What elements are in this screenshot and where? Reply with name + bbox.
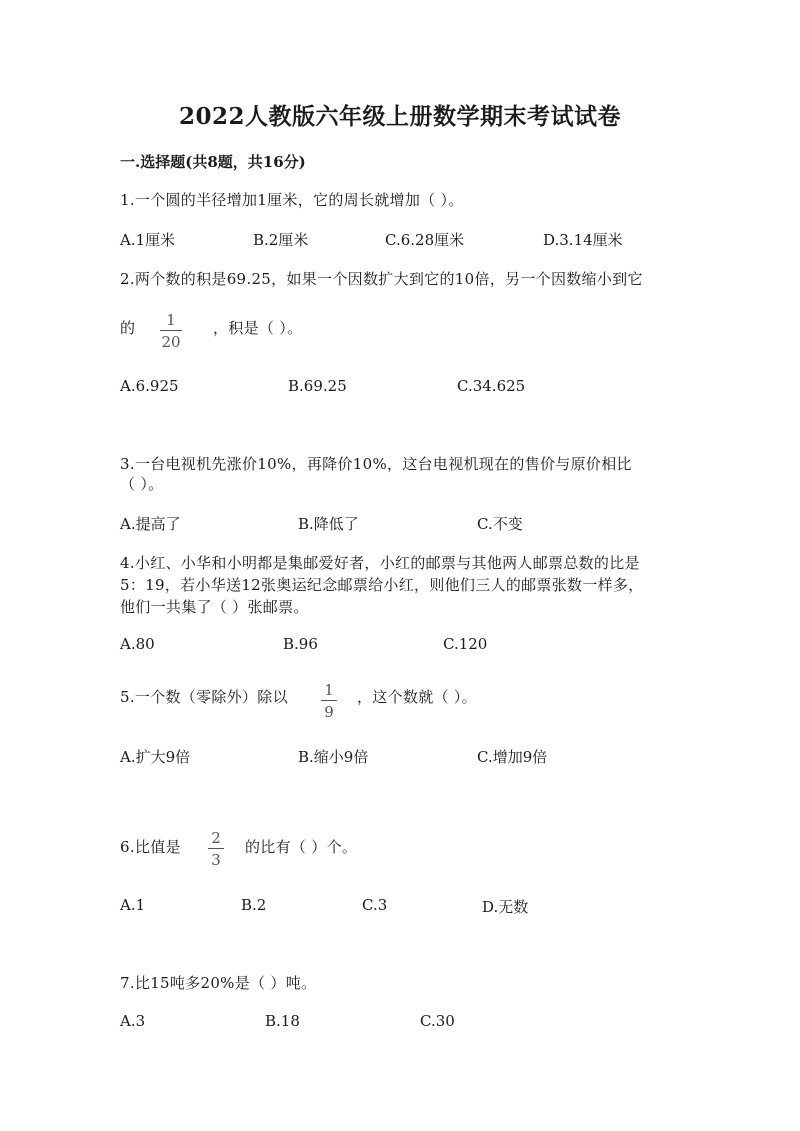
option-a[interactable]: A.3 (120, 1012, 146, 1030)
option-b[interactable]: B.2 (241, 896, 267, 914)
fraction-bar (208, 848, 224, 849)
question-3-text-line-1: 3.一台电视机先涨价10%，再降价10%，这台电视机现在的售价与原价相比 (120, 455, 632, 473)
option-c[interactable]: C.120 (443, 635, 488, 653)
question-4-text-line-3: 他们一共集了（ ）张邮票。 (120, 598, 309, 616)
question-2-text-post: ，积是（ ）。 (213, 319, 303, 337)
fraction-denominator: 3 (211, 851, 221, 869)
option-b[interactable]: B.18 (265, 1012, 300, 1030)
question-2-text-pre: 的 (120, 319, 136, 337)
question-2-text: 2.两个数的积是69.25，如果一个因数扩大到它的10倍，另一个因数缩小到它 (120, 270, 643, 288)
question-4-text-line-2: 5：19，若小华送12张奥运纪念邮票给小红，则他们三人的邮票张数一样多， (120, 576, 644, 594)
option-c[interactable]: C.3 (362, 896, 388, 914)
fraction (208, 829, 224, 869)
question-5-text-post: ，这个数就（ ）。 (357, 688, 477, 706)
option-d[interactable]: D.无数 (482, 898, 529, 916)
option-c[interactable]: C.6.28厘米 (385, 231, 465, 249)
option-b[interactable]: B.2厘米 (253, 231, 309, 249)
fraction (321, 681, 337, 721)
option-c[interactable]: C.不变 (477, 515, 523, 533)
section-heading: 一.选择题(共8题，共16分) (120, 153, 306, 171)
option-c[interactable]: C.增加9倍 (477, 748, 548, 766)
fraction-numerator: 1 (324, 681, 334, 699)
fraction-denominator: 9 (324, 703, 334, 721)
fraction-denominator: 20 (161, 333, 181, 351)
question-4-text-line-1: 4.小红、小华和小明都是集邮爱好者，小红的邮票与其他两人邮票总数的比是 (120, 554, 640, 572)
question-6-text-pre: 6.比值是 (120, 838, 181, 856)
fraction-bar (160, 330, 182, 331)
fraction (160, 311, 182, 351)
option-a[interactable]: A.扩大9倍 (120, 748, 191, 766)
question-1-text: 1.一个圆的半径增加1厘米，它的周长就增加（ ）。 (120, 191, 464, 209)
page-title: 2022人教版六年级上册数学期末考试试卷 (178, 103, 621, 130)
option-a[interactable]: A.80 (120, 635, 155, 653)
option-b[interactable]: B.降低了 (298, 515, 359, 533)
option-a[interactable]: A.1 (120, 896, 146, 914)
fraction-numerator: 1 (166, 311, 176, 329)
option-b[interactable]: B.缩小9倍 (298, 748, 369, 766)
fraction-numerator: 2 (211, 829, 221, 847)
option-c[interactable]: C.34.625 (457, 377, 526, 395)
question-6-text-post: 的比有（ ）个。 (245, 838, 358, 856)
option-c[interactable]: C.30 (420, 1012, 455, 1030)
option-b[interactable]: B.96 (283, 635, 318, 653)
question-3-text-line-2: （ ）。 (120, 475, 164, 493)
fraction-bar (321, 700, 337, 701)
option-d[interactable]: D.3.14厘米 (543, 231, 623, 249)
option-a[interactable]: A.提高了 (120, 515, 181, 533)
option-b[interactable]: B.69.25 (288, 377, 347, 395)
question-5-text-pre: 5.一个数（零除外）除以 (120, 688, 288, 706)
question-7-text: 7.比15吨多20%是（ ）吨。 (120, 974, 317, 992)
option-a[interactable]: A.1厘米 (120, 231, 176, 249)
option-a[interactable]: A.6.925 (120, 377, 179, 395)
